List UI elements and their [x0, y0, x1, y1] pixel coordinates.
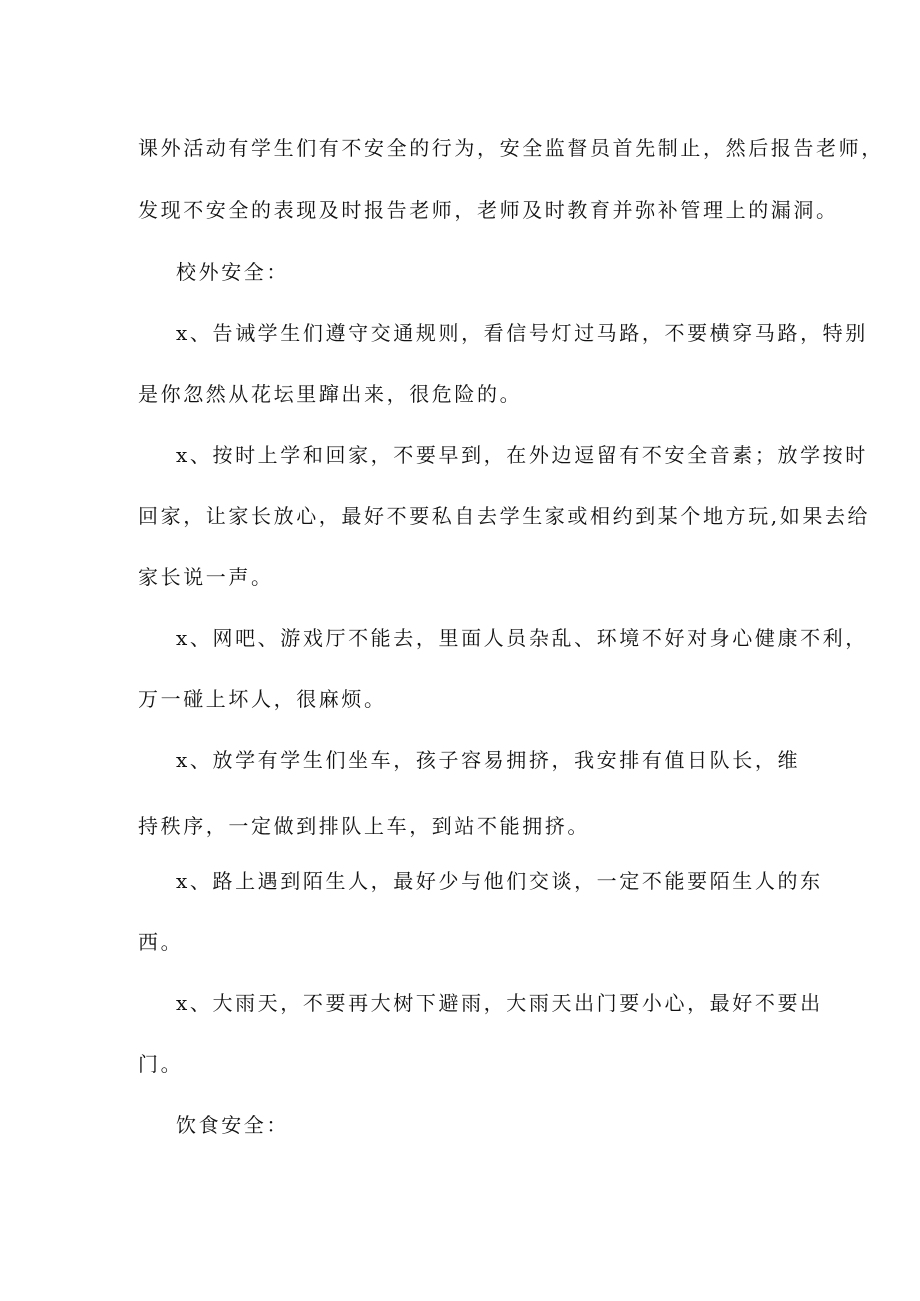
- section-heading: 饮食安全：: [176, 1113, 289, 1137]
- paragraph-line: x、告诫学生们遵守交通规则，看信号灯过马路，不要横穿马路，特别: [176, 321, 868, 345]
- paragraph-line: x、大雨天，不要再大树下避雨，大雨天出门要小心，最好不要出: [176, 991, 823, 1015]
- section-heading: 校外安全：: [176, 260, 289, 284]
- paragraph-line: x、放学有学生们坐车，孩子容易拥挤，我安排有值日队长，维: [176, 748, 801, 772]
- paragraph-line: x、网吧、游戏厅不能去，里面人员杂乱、环境不好对身心健康不利，: [176, 626, 868, 650]
- paragraph-line: x、路上遇到陌生人，最好少与他们交谈，一定不能要陌生人的东: [176, 869, 823, 893]
- paragraph-line: 回家，让家长放心，最好不要私自去学生家或相约到某个地方玩,如果去给: [138, 504, 871, 528]
- paragraph-line: 万一碰上坏人，很麻烦。: [138, 687, 387, 711]
- paragraph-line: 西。: [138, 930, 184, 954]
- paragraph-line: 门。: [138, 1052, 184, 1076]
- paragraph-line: 是你忽然从花坛里蹿出来，很危险的。: [138, 382, 523, 406]
- paragraph-line: 发现不安全的表现及时报告老师，老师及时教育并弥补管理上的漏洞。: [138, 198, 839, 222]
- paragraph-line: x、按时上学和回家，不要早到，在外边逗留有不安全音素；放学按时: [176, 443, 868, 467]
- paragraph-line: 家长说一声。: [138, 565, 274, 589]
- paragraph-line: 课外活动有学生们有不安全的行为，安全监督员首先制止，然后报告老师，: [138, 136, 884, 160]
- paragraph-line: 持秩序，一定做到排队上车，到站不能拥挤。: [138, 814, 590, 838]
